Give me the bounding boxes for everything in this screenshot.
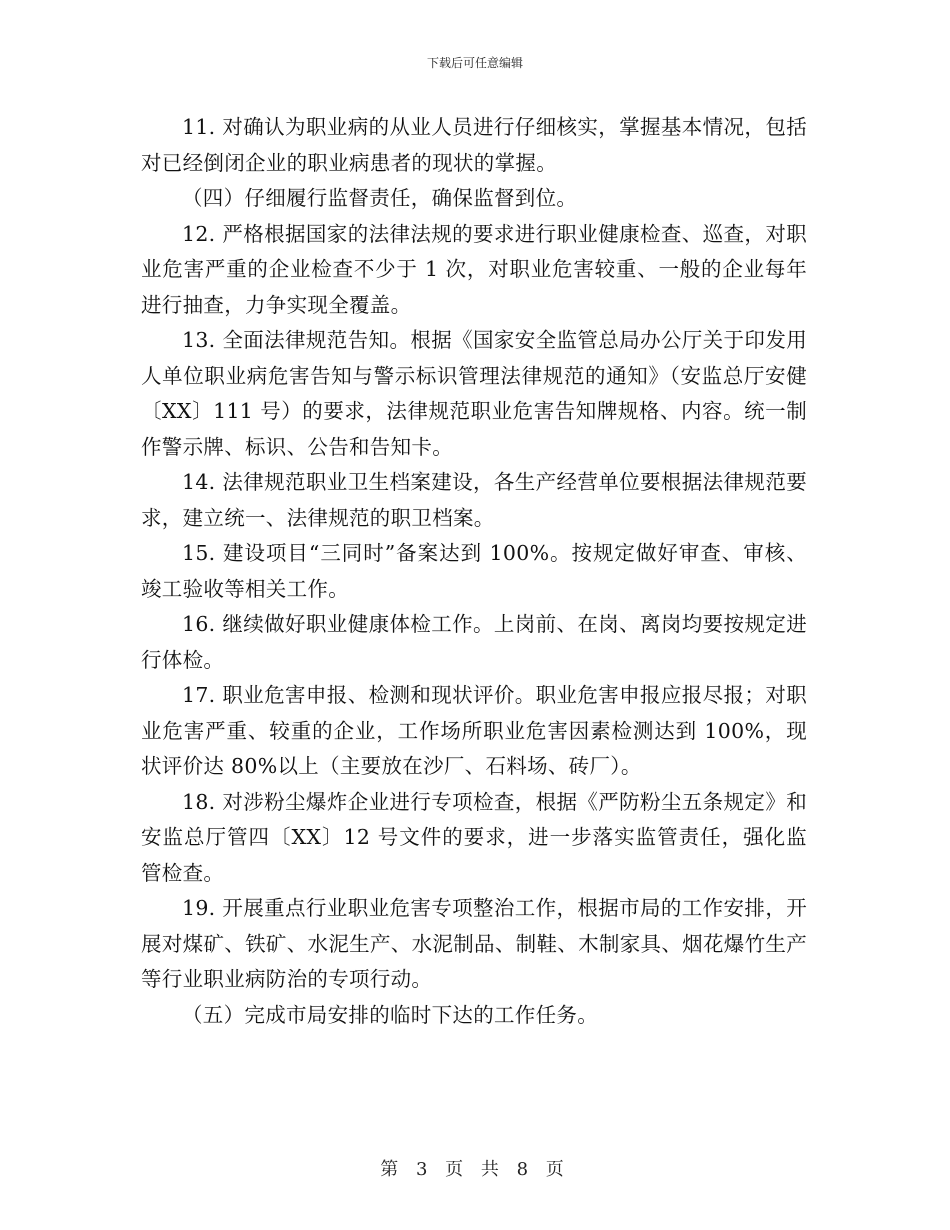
paragraph-item-16: 16. 继续做好职业健康体检工作。上岗前、在岗、离岗均要按规定进行体检。 bbox=[141, 612, 807, 672]
document-body bbox=[141, 110, 807, 1033]
paragraph-item-13: 13. 全面法律规范告知。根据《国家安全监管总局办公厅关于印发用人单位职业病危害告知与警示标识管理法律规范的通知》（安监总厅安健〔XX〕111 号）的要求，法律规范职业危害告知牌规格、内容。统一制作警示牌、标识、公告和告知卡。 bbox=[141, 328, 807, 459]
paragraph-item-15: 15. 建设项目“三同时”备案达到 100%。按规定做好审查、审核、竣工验收等相关工作。 bbox=[141, 541, 807, 601]
section-heading-5: （五）完成市局安排的临时下达的工作任务。 bbox=[182, 1002, 598, 1027]
paragraph-item-18: 18. 对涉粉尘爆炸企业进行专项检查，根据《严防粉尘五条规定》和安监总厅管四〔XX〕12 号文件的要求，进一步落实监管责任，强化监管检查。 bbox=[141, 789, 807, 885]
paragraph-item-14: 14. 法律规范职业卫生档案建设，各生产经营单位要根据法律规范要求，建立统一、法律规范的职卫档案。 bbox=[141, 470, 807, 530]
paragraph-item-12: 12. 严格根据国家的法律法规的要求进行职业健康检查、巡查，对职业危害严重的企业检查不少于 1 次，对职业危害较重、一般的企业每年进行抽查，力争实现全覆盖。 bbox=[141, 221, 807, 317]
paragraph-item-19: 19. 开展重点行业职业危害专项整治工作，根据市局的工作安排，开展对煤矿、铁矿、水泥生产、水泥制品、制鞋、木制家具、烟花爆竹生产等行业职业病防治的专项行动。 bbox=[141, 896, 807, 991]
page-number-footer: 第 3 页 共 8 页 bbox=[380, 1159, 570, 1180]
paragraph-item-11: 11. 对确认为职业病的从业人员进行仔细核实，掌握基本情况，包括对已经倒闭企业的职业病患者的现状的掌握。 bbox=[141, 115, 807, 175]
section-heading-4: （四）仔细履行监督责任，确保监督到位。 bbox=[182, 186, 578, 210]
page-header-note: 下载后可任意编辑 bbox=[426, 56, 523, 70]
paragraph-item-17: 17. 职业危害申报、检测和现状评价。职业危害申报应报尽报；对职业危害严重、较重的企业，工作场所职业危害因素检测达到 100%，现状评价达 80%以上（主要放在沙厂、石料场、砖厂）。 bbox=[141, 683, 807, 778]
